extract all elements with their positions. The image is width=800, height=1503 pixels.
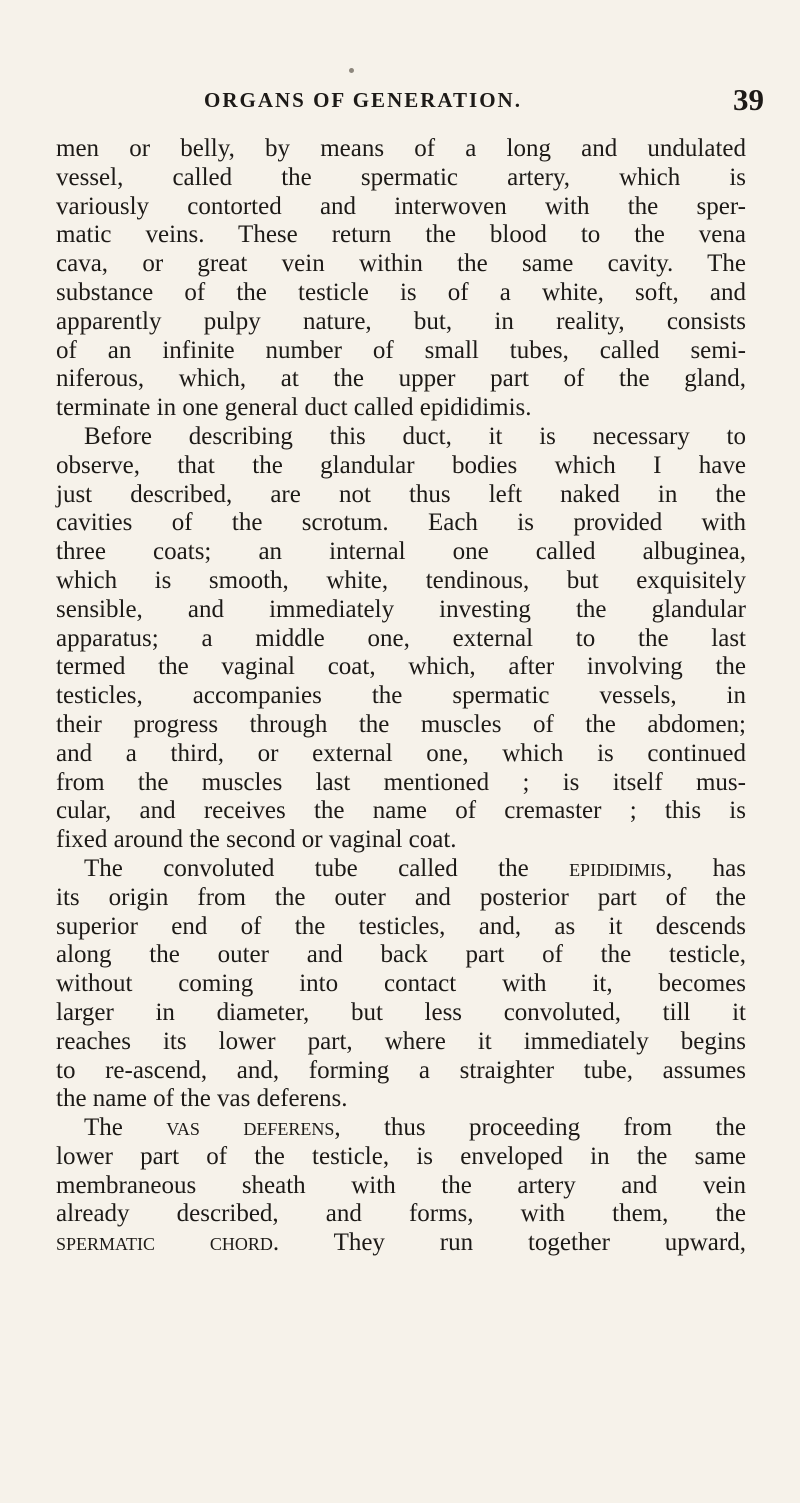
page-number: 39 <box>733 82 764 117</box>
text-line: cava, or great vein within the same cavity. The <box>56 250 746 278</box>
body-text <box>56 135 746 1258</box>
text-line: apparatus; a middle one, external to the last <box>56 624 746 652</box>
text-line: fixed around the second or vaginal coat. <box>56 826 457 854</box>
book-page <box>56 0 764 1503</box>
text-run: , thus proceeding from the <box>334 1114 746 1142</box>
text-line: sensible, and immediately investing the glandular <box>56 595 746 623</box>
text-run: , has <box>666 854 747 882</box>
text-line: men or belly, by means of a long and undulated <box>56 135 746 162</box>
text-line: niferous, which, at the upper part of the gland, <box>56 365 746 393</box>
text-line: larger in diameter, but less convoluted, till it <box>56 998 746 1026</box>
text-run: The convoluted tube called the <box>84 854 570 882</box>
text-line: the name of the vas deferens. <box>56 1085 348 1113</box>
text-line: its origin from the outer and posterior part of the <box>56 883 746 911</box>
text-line: observe, that the glandular bodies which I have <box>56 451 746 479</box>
text-line: variously contorted and interwoven with the sper- <box>56 192 746 220</box>
ink-mark <box>349 68 354 73</box>
small-caps-term: epididimis <box>569 854 667 882</box>
running-head: ORGANS OF GENERATION. <box>204 88 522 112</box>
text-line: of an infinite number of small tubes, called semi- <box>56 336 746 364</box>
text-line: cular, and receives the name of cremaster ; this is <box>56 797 746 825</box>
small-caps-term: spermatic chord <box>56 1229 273 1257</box>
text-line: testicles, accompanies the spermatic vessels, in <box>56 682 746 710</box>
text-line: to re-ascend, and, forming a straighter tube, assumes <box>56 1056 746 1084</box>
text-line: without coming into contact with it, becomes <box>56 970 746 998</box>
text-line: along the outer and back part of the testicle, <box>56 941 746 969</box>
text-run: . They run together upward, <box>272 1229 746 1257</box>
text-line: just described, are not thus left naked in the <box>56 480 746 508</box>
text-line: their progress through the muscles of the abdomen; <box>56 710 746 738</box>
text-line: matic veins. These return the blood to the vena <box>56 221 746 249</box>
text-line: reaches its lower part, where it immediately begins <box>56 1027 746 1055</box>
text-line: Before describing this duct, it is necessary to <box>84 422 746 450</box>
text-line: superior end of the testicles, and, as it descends <box>56 912 746 940</box>
text-line: and a third, or external one, which is continued <box>56 739 746 767</box>
text-run: The <box>84 1114 167 1142</box>
text-line <box>56 855 746 884</box>
text-line: lower part of the testicle, is enveloped in the same <box>56 1142 746 1170</box>
page-header <box>204 82 764 122</box>
text-line: membraneous sheath with the artery and vein <box>56 1171 746 1199</box>
text-line: termed the vaginal coat, which, after involving the <box>56 653 746 681</box>
text-line: substance of the testicle is of a white, soft, and <box>56 278 746 306</box>
text-line: from the muscles last mentioned ; is itself mus- <box>56 768 746 796</box>
text-line: three coats; an internal one called albuginea, <box>56 538 746 566</box>
text-line <box>56 1114 746 1143</box>
text-line: already described, and forms, with them, the <box>56 1200 746 1228</box>
text-line: cavities of the scrotum. Each is provided with <box>56 509 746 537</box>
small-caps-term: vas deferens <box>166 1114 335 1142</box>
text-line: which is smooth, white, tendinous, but exquisitely <box>56 566 746 594</box>
text-line: apparently pulpy nature, but, in reality, consists <box>56 307 746 335</box>
text-line <box>56 1229 746 1258</box>
text-line: vessel, called the spermatic artery, which is <box>56 163 746 191</box>
text-line: terminate in one general duct called epididimis. <box>56 394 532 422</box>
